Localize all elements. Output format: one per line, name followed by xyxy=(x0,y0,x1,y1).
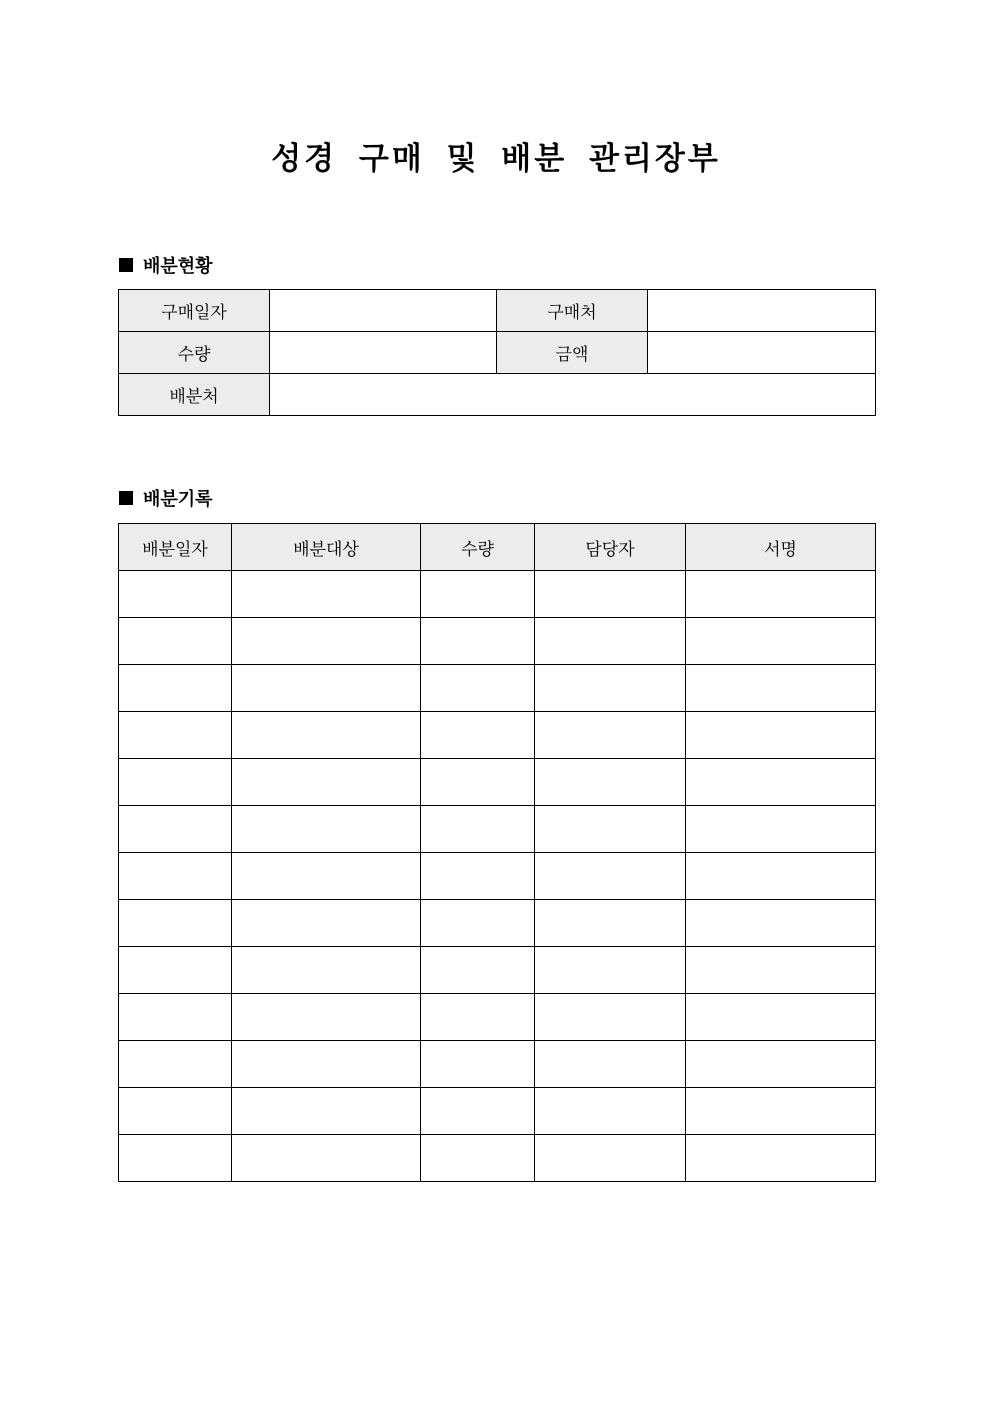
distribution-date-cell[interactable] xyxy=(119,806,232,853)
recipient-cell[interactable] xyxy=(232,1135,421,1182)
distribution-date-cell[interactable] xyxy=(119,1041,232,1088)
manager-cell[interactable] xyxy=(535,994,686,1041)
square-bullet-icon xyxy=(119,258,133,272)
amount-label: 금액 xyxy=(497,332,648,374)
recipient-cell[interactable] xyxy=(232,618,421,665)
manager-cell[interactable] xyxy=(535,618,686,665)
purchase-date-label: 구매일자 xyxy=(119,290,270,332)
recipient-cell[interactable] xyxy=(232,900,421,947)
table-row xyxy=(119,1135,876,1182)
square-bullet-icon xyxy=(119,491,133,505)
distribution-date-cell[interactable] xyxy=(119,900,232,947)
table-row xyxy=(119,1088,876,1135)
quantity-cell[interactable] xyxy=(421,759,535,806)
manager-cell[interactable] xyxy=(535,947,686,994)
recipient-cell[interactable] xyxy=(232,665,421,712)
section-heading-records xyxy=(119,485,213,511)
recipient-cell[interactable] xyxy=(232,759,421,806)
manager-cell[interactable] xyxy=(535,712,686,759)
status-row xyxy=(119,332,876,374)
quantity-cell[interactable] xyxy=(421,618,535,665)
distribution-date-cell[interactable] xyxy=(119,994,232,1041)
signature-cell[interactable] xyxy=(686,900,876,947)
column-header-signature: 서명 xyxy=(686,524,876,571)
purchase-place-label: 구매처 xyxy=(497,290,648,332)
recipient-cell[interactable] xyxy=(232,853,421,900)
quantity-cell[interactable] xyxy=(421,571,535,618)
signature-cell[interactable] xyxy=(686,618,876,665)
purchase-date-field[interactable] xyxy=(270,290,497,332)
signature-cell[interactable] xyxy=(686,1088,876,1135)
manager-cell[interactable] xyxy=(535,571,686,618)
manager-cell[interactable] xyxy=(535,806,686,853)
table-row xyxy=(119,665,876,712)
manager-cell[interactable] xyxy=(535,759,686,806)
quantity-cell[interactable] xyxy=(421,806,535,853)
distribution-date-cell[interactable] xyxy=(119,1088,232,1135)
distribution-place-field[interactable] xyxy=(270,374,876,416)
recipient-cell[interactable] xyxy=(232,806,421,853)
table-row xyxy=(119,806,876,853)
manager-cell[interactable] xyxy=(535,1135,686,1182)
status-row xyxy=(119,290,876,332)
manager-cell[interactable] xyxy=(535,1041,686,1088)
manager-cell[interactable] xyxy=(535,900,686,947)
distribution-date-cell[interactable] xyxy=(119,947,232,994)
column-header-manager: 담당자 xyxy=(535,524,686,571)
quantity-cell[interactable] xyxy=(421,900,535,947)
table-row xyxy=(119,900,876,947)
distribution-date-cell[interactable] xyxy=(119,712,232,759)
distribution-date-cell[interactable] xyxy=(119,665,232,712)
quantity-cell[interactable] xyxy=(421,1088,535,1135)
table-row xyxy=(119,618,876,665)
recipient-cell[interactable] xyxy=(232,1088,421,1135)
manager-cell[interactable] xyxy=(535,853,686,900)
quantity-cell[interactable] xyxy=(421,665,535,712)
signature-cell[interactable] xyxy=(686,947,876,994)
distribution-date-cell[interactable] xyxy=(119,853,232,900)
table-header-row xyxy=(119,524,876,571)
signature-cell[interactable] xyxy=(686,1041,876,1088)
signature-cell[interactable] xyxy=(686,806,876,853)
quantity-cell[interactable] xyxy=(421,1135,535,1182)
recipient-cell[interactable] xyxy=(232,1041,421,1088)
distribution-date-cell[interactable] xyxy=(119,571,232,618)
records-body xyxy=(119,571,876,1182)
table-row xyxy=(119,712,876,759)
purchase-place-field[interactable] xyxy=(648,290,876,332)
quantity-cell[interactable] xyxy=(421,1041,535,1088)
signature-cell[interactable] xyxy=(686,712,876,759)
quantity-cell[interactable] xyxy=(421,853,535,900)
recipient-cell[interactable] xyxy=(232,712,421,759)
table-row xyxy=(119,994,876,1041)
column-header-recipient: 배분대상 xyxy=(232,524,421,571)
signature-cell[interactable] xyxy=(686,571,876,618)
column-header-distribution-date: 배분일자 xyxy=(119,524,232,571)
distribution-date-cell[interactable] xyxy=(119,618,232,665)
signature-cell[interactable] xyxy=(686,1135,876,1182)
document-title: 성경 구매 및 배분 관리장부 xyxy=(271,141,721,177)
signature-cell[interactable] xyxy=(686,665,876,712)
table-row xyxy=(119,947,876,994)
column-header-quantity: 수량 xyxy=(421,524,535,571)
section-heading-label: 배분기록 xyxy=(143,489,213,510)
distribution-date-cell[interactable] xyxy=(119,759,232,806)
manager-cell[interactable] xyxy=(535,1088,686,1135)
manager-cell[interactable] xyxy=(535,665,686,712)
recipient-cell[interactable] xyxy=(232,571,421,618)
signature-cell[interactable] xyxy=(686,759,876,806)
section-heading-status xyxy=(119,252,213,278)
table-row xyxy=(119,571,876,618)
amount-field[interactable] xyxy=(648,332,876,374)
table-row xyxy=(119,853,876,900)
section-heading-label: 배분현황 xyxy=(143,256,213,277)
distribution-records-table xyxy=(118,523,876,1182)
quantity-label: 수량 xyxy=(119,332,270,374)
recipient-cell[interactable] xyxy=(232,947,421,994)
distribution-status-table xyxy=(118,289,876,416)
quantity-field[interactable] xyxy=(270,332,497,374)
distribution-place-label: 배분처 xyxy=(119,374,270,416)
quantity-cell[interactable] xyxy=(421,994,535,1041)
signature-cell[interactable] xyxy=(686,853,876,900)
quantity-cell[interactable] xyxy=(421,712,535,759)
recipient-cell[interactable] xyxy=(232,994,421,1041)
distribution-date-cell[interactable] xyxy=(119,1135,232,1182)
status-row xyxy=(119,374,876,416)
quantity-cell[interactable] xyxy=(421,947,535,994)
table-row xyxy=(119,1041,876,1088)
table-row xyxy=(119,759,876,806)
signature-cell[interactable] xyxy=(686,994,876,1041)
